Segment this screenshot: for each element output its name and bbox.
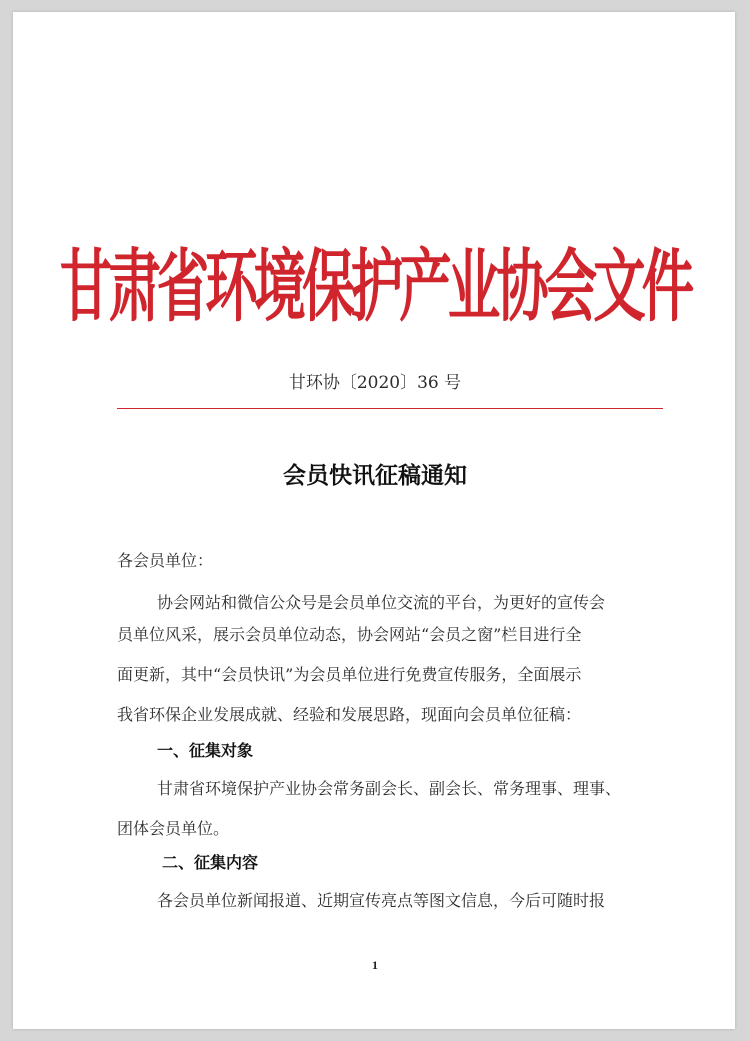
intro-line: 我省环保企业发展成就、经验和发展思路，现面向会员单位征稿：: [117, 705, 582, 724]
page-number: 1: [372, 958, 378, 972]
section-heading-content: 二、征集内容: [162, 853, 259, 872]
document-masthead: 甘肃省环境保护产业协会文件: [59, 239, 691, 333]
section1-line: 团体会员单位。: [117, 819, 230, 838]
document-page: [13, 12, 735, 1029]
masthead-divider: [117, 408, 663, 409]
notice-title: 会员快讯征稿通知: [283, 463, 467, 489]
section2-line: 各会员单位新闻报道、近期宣传亮点等图文信息，今后可随时报: [157, 891, 606, 910]
intro-line: 员单位风采，展示会员单位动态，协会网站“会员之窗”栏目进行全: [117, 625, 582, 644]
intro-line: 协会网站和微信公众号是会员单位交流的平台，为更好的宣传会: [157, 593, 606, 612]
section1-line: 甘肃省环境保护产业协会常务副会长、副会长、常务理事、理事、: [157, 779, 622, 798]
document-number: 甘环协〔2020〕36 号: [288, 373, 462, 393]
section-heading-targets: 一、征集对象: [157, 741, 254, 760]
salutation: 各会员单位：: [117, 551, 214, 570]
intro-line: 面更新，其中“会员快讯”为会员单位进行免费宣传服务，全面展示: [117, 665, 582, 684]
